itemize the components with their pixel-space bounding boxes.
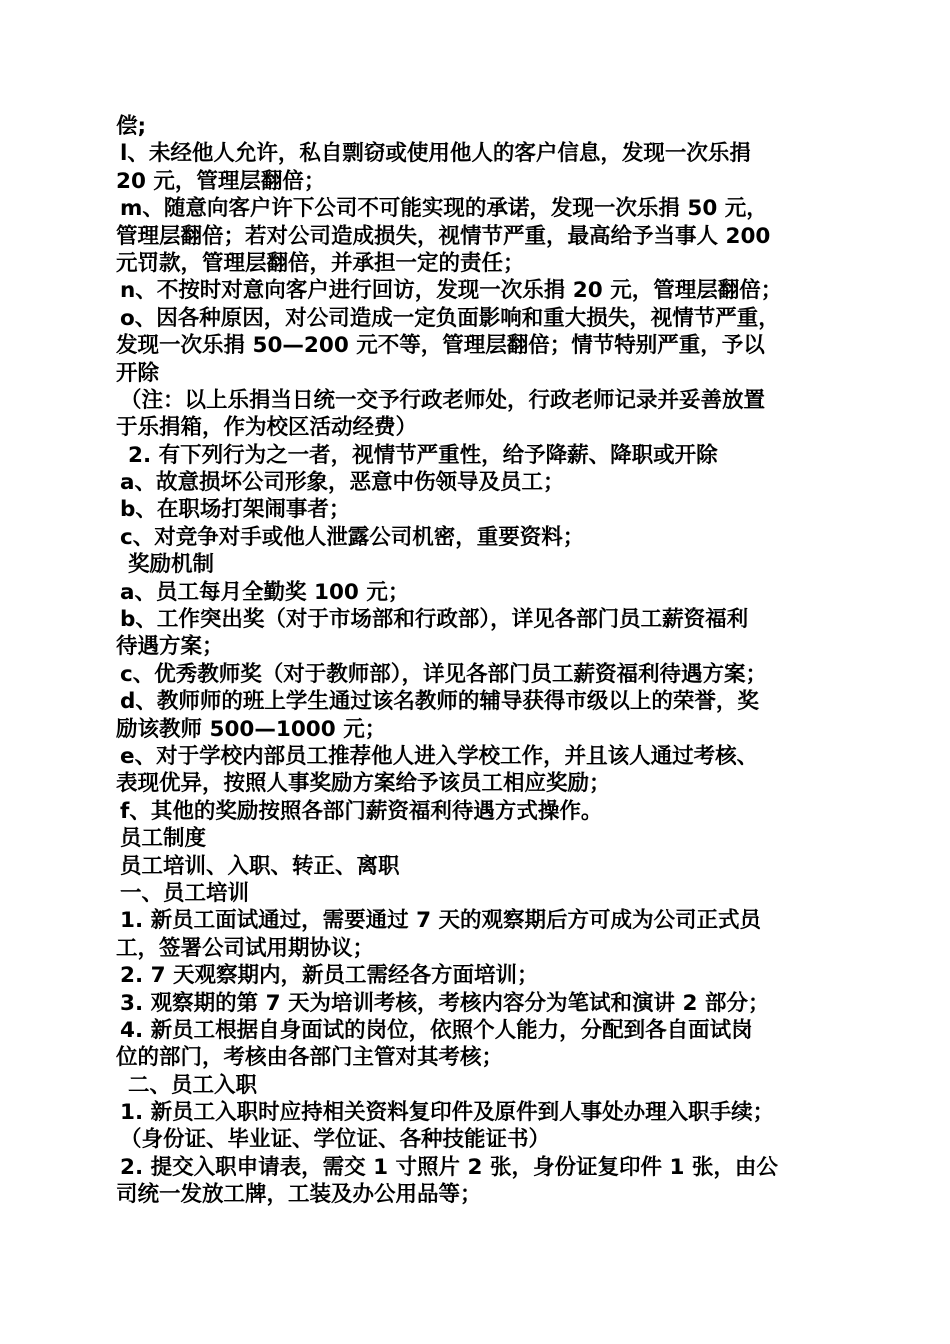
text-line: m、随意向客户许下公司不可能实现的承诺，发现一次乐捐 50 元， — [120, 196, 768, 222]
document-page — [116, 113, 846, 1209]
text-line: 3. 观察期的第 7 天为培训考核，考核内容分为笔试和演讲 2 部分； — [120, 990, 770, 1016]
text-line: n、不按时对意向客户进行回访，发现一次乐捐 20 元，管理层翻倍； — [120, 278, 783, 304]
text-line: 员工培训、入职、转正、离职 — [120, 853, 400, 879]
text-line: 1. 新员工入职时应持相关资料复印件及原件到人事处办理入职手续； — [120, 1100, 775, 1126]
text-line: c、对竞争对手或他人泄露公司机密，重要资料； — [120, 524, 585, 550]
text-line: 20 元，管理层翻倍； — [116, 168, 326, 194]
text-line: 4. 新员工根据自身面试的岗位，依照个人能力，分配到各自面试岗 — [120, 1017, 753, 1043]
text-line: 2. 提交入职申请表，需交 1 寸照片 2 张，身份证复印件 1 张，由公 — [120, 1154, 778, 1180]
text-line: 1. 新员工面试通过，需要通过 7 天的观察期后方可成为公司正式员 — [120, 908, 762, 934]
text-line: 开除 — [116, 360, 160, 386]
text-line: 奖励机制 — [128, 552, 215, 578]
text-line: 发现一次乐捐 50—200 元不等，管理层翻倍；情节特别严重，予以 — [116, 333, 765, 359]
text-line: 2. 7 天观察期内，新员工需经各方面培训； — [120, 963, 539, 989]
text-line: 一、员工培训 — [120, 880, 250, 906]
text-line: b、在职场打架闹事者； — [120, 497, 351, 523]
text-line: o、因各种原因，对公司造成一定负面影响和重大损失，视情节严重， — [120, 305, 780, 331]
text-line: l、未经他人允许，私自剽窃或使用他人的客户信息，发现一次乐捐 — [120, 141, 751, 167]
text-line: d、教师师的班上学生通过该名教师的辅导获得市级以上的荣誉，奖 — [120, 689, 759, 715]
text-line: （身份证、毕业证、学位证、各种技能证书） — [120, 1127, 551, 1153]
text-line: 二、员工入职 — [128, 1072, 258, 1098]
text-line: （注：以上乐捐当日统一交予行政老师处，行政老师记录并妥善放置 — [120, 387, 766, 413]
text-line: 于乐捐箱，作为校区活动经费） — [116, 415, 418, 441]
text-line: f、其他的奖励按照各部门薪资福利待遇方式操作。 — [120, 798, 603, 824]
text-line: 位的部门，考核由各部门主管对其考核； — [116, 1045, 504, 1071]
text-line: e、对于学校内部员工推荐他人进入学校工作，并且该人通过考核、 — [120, 743, 759, 769]
text-line: 元罚款，管理层翻倍，并承担一定的责任； — [116, 250, 525, 276]
text-line: 司统一发放工牌，工装及办公用品等； — [116, 1182, 482, 1208]
text-line: 偿; — [116, 114, 147, 139]
text-line: 待遇方案； — [116, 634, 224, 660]
text-line: a、故意损坏公司形象，恶意中伤领导及员工； — [120, 470, 565, 496]
text-line: 励该教师 500—1000 元； — [116, 716, 387, 742]
text-line: 管理层翻倍；若对公司造成损失，视情节严重，最高给予当事人 200 — [116, 223, 771, 249]
text-line: b、工作突出奖（对于市场部和行政部），详见各部门员工薪资福利 — [120, 607, 749, 633]
text-line: 表现优异，按照人事奖励方案给予该员工相应奖励； — [116, 771, 611, 797]
text-line: a、员工每月全勤奖 100 元； — [120, 579, 410, 605]
text-line: 员工制度 — [120, 826, 207, 852]
text-line: 2. 有下列行为之一者，视情节严重性，给予降薪、降职或开除 — [128, 442, 718, 468]
text-line: c、优秀教师奖（对于教师部），详见各部门员工薪资福利待遇方案； — [120, 661, 767, 687]
text-line: 工，签署公司试用期协议； — [116, 935, 375, 961]
